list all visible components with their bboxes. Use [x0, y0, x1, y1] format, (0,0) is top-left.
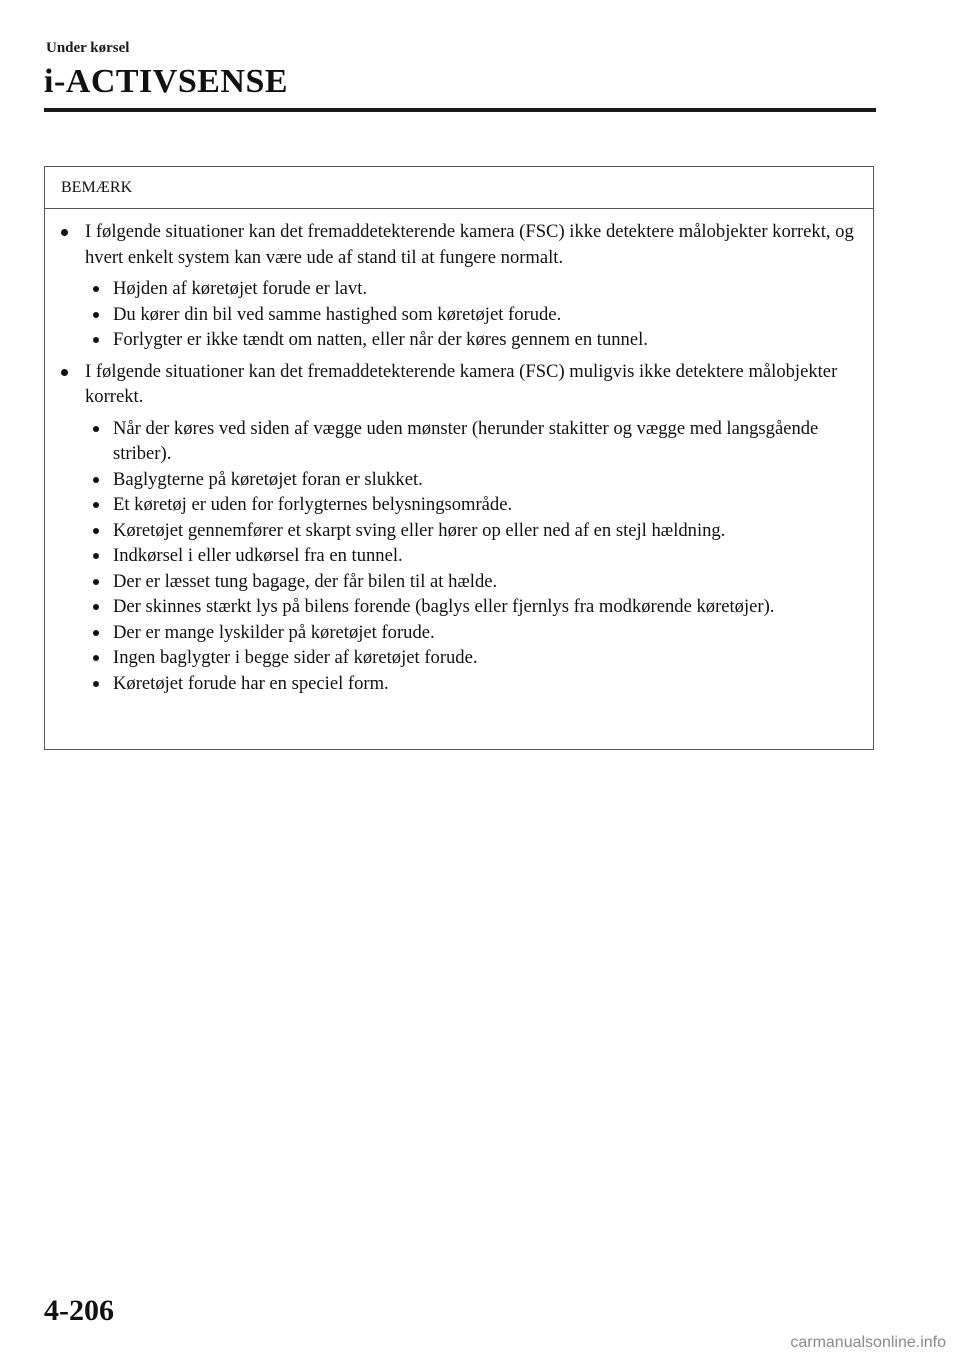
sub-list	[85, 276, 863, 353]
list-item	[87, 327, 863, 353]
list-item-text: Du kører din bil ved samme hastighed som køretøjet forude.	[113, 303, 562, 325]
list-item-text: Køretøjet forude har en speciel form.	[113, 672, 389, 694]
small-bullet-icon	[93, 528, 99, 534]
note-item	[57, 219, 863, 353]
list-item-text: Der er mange lyskilder på køretøjet forude.	[113, 621, 435, 643]
list-item	[87, 594, 863, 620]
list-item	[87, 543, 863, 569]
list-item	[87, 671, 863, 697]
note-item-text: I følgende situationer kan det fremaddetekterende kamera (FSC) muligvis ikke detektere målobjekter korrekt.	[85, 360, 838, 407]
small-bullet-icon	[93, 553, 99, 559]
list-item-text: Ingen baglygter i begge sider af køretøjet forude.	[113, 647, 478, 668]
small-bullet-icon	[93, 630, 99, 636]
small-bullet-icon	[93, 286, 99, 292]
bullet-dot-icon	[61, 229, 68, 236]
list-item	[87, 620, 863, 646]
small-bullet-icon	[93, 604, 99, 610]
small-bullet-icon	[93, 312, 99, 318]
list-item	[87, 416, 863, 467]
list-item-text: Der skinnes stærkt lys på bilens forende (baglys eller fjernlys fra modkørende køretøjer).	[113, 596, 775, 617]
list-item-text: Køretøjet gennemfører et skarpt sving eller hører op eller ned af en stejl hældning.	[113, 519, 726, 541]
note-item	[57, 359, 863, 697]
small-bullet-icon	[93, 337, 99, 343]
note-item-text: I følgende situationer kan det fremaddetekterende kamera (FSC) ikke detektere målobjekter korrekt, og hvert enkelt system kan være ude af stand til at fungere normalt.	[85, 221, 854, 268]
list-item-text: Forlygter er ikke tændt om natten, eller når der køres gennem en tunnel.	[113, 329, 648, 350]
bullet-dot-icon	[61, 369, 68, 376]
list-item	[87, 467, 863, 493]
list-item-text: Der er læsset tung bagage, der får bilen til at hælde.	[113, 570, 498, 592]
list-item	[87, 492, 863, 518]
note-body	[45, 209, 873, 696]
list-item	[87, 518, 863, 544]
small-bullet-icon	[93, 426, 99, 432]
list-item-text: Indkørsel i eller udkørsel fra en tunnel.	[113, 545, 403, 566]
small-bullet-icon	[93, 681, 99, 687]
page-number: 4-206	[44, 1294, 114, 1327]
watermark-link[interactable]: carmanualsonline.info	[790, 1334, 946, 1351]
small-bullet-icon	[93, 502, 99, 508]
sub-list	[85, 416, 863, 697]
small-bullet-icon	[93, 579, 99, 585]
small-bullet-icon	[93, 477, 99, 483]
section-label: Under kørsel	[46, 40, 130, 56]
chapter-title: i-ACTIVSENSE	[44, 63, 289, 100]
list-item-text: Et køretøj er uden for forlygternes belysningsområde.	[113, 494, 513, 515]
small-bullet-icon	[93, 655, 99, 661]
title-rule	[44, 108, 876, 112]
list-item	[87, 276, 863, 302]
note-heading: BEMÆRK	[45, 167, 873, 209]
list-item-text: Højden af køretøjet forude er lavt.	[113, 278, 368, 299]
list-item	[87, 569, 863, 595]
list-item	[87, 645, 863, 671]
list-item-text: Når der køres ved siden af vægge uden mønster (herunder stakitter og vægge med langsgående striber).	[113, 417, 819, 464]
note-box	[44, 166, 874, 750]
list-item	[87, 302, 863, 328]
list-item-text: Baglygterne på køretøjet foran er slukket.	[113, 468, 423, 490]
